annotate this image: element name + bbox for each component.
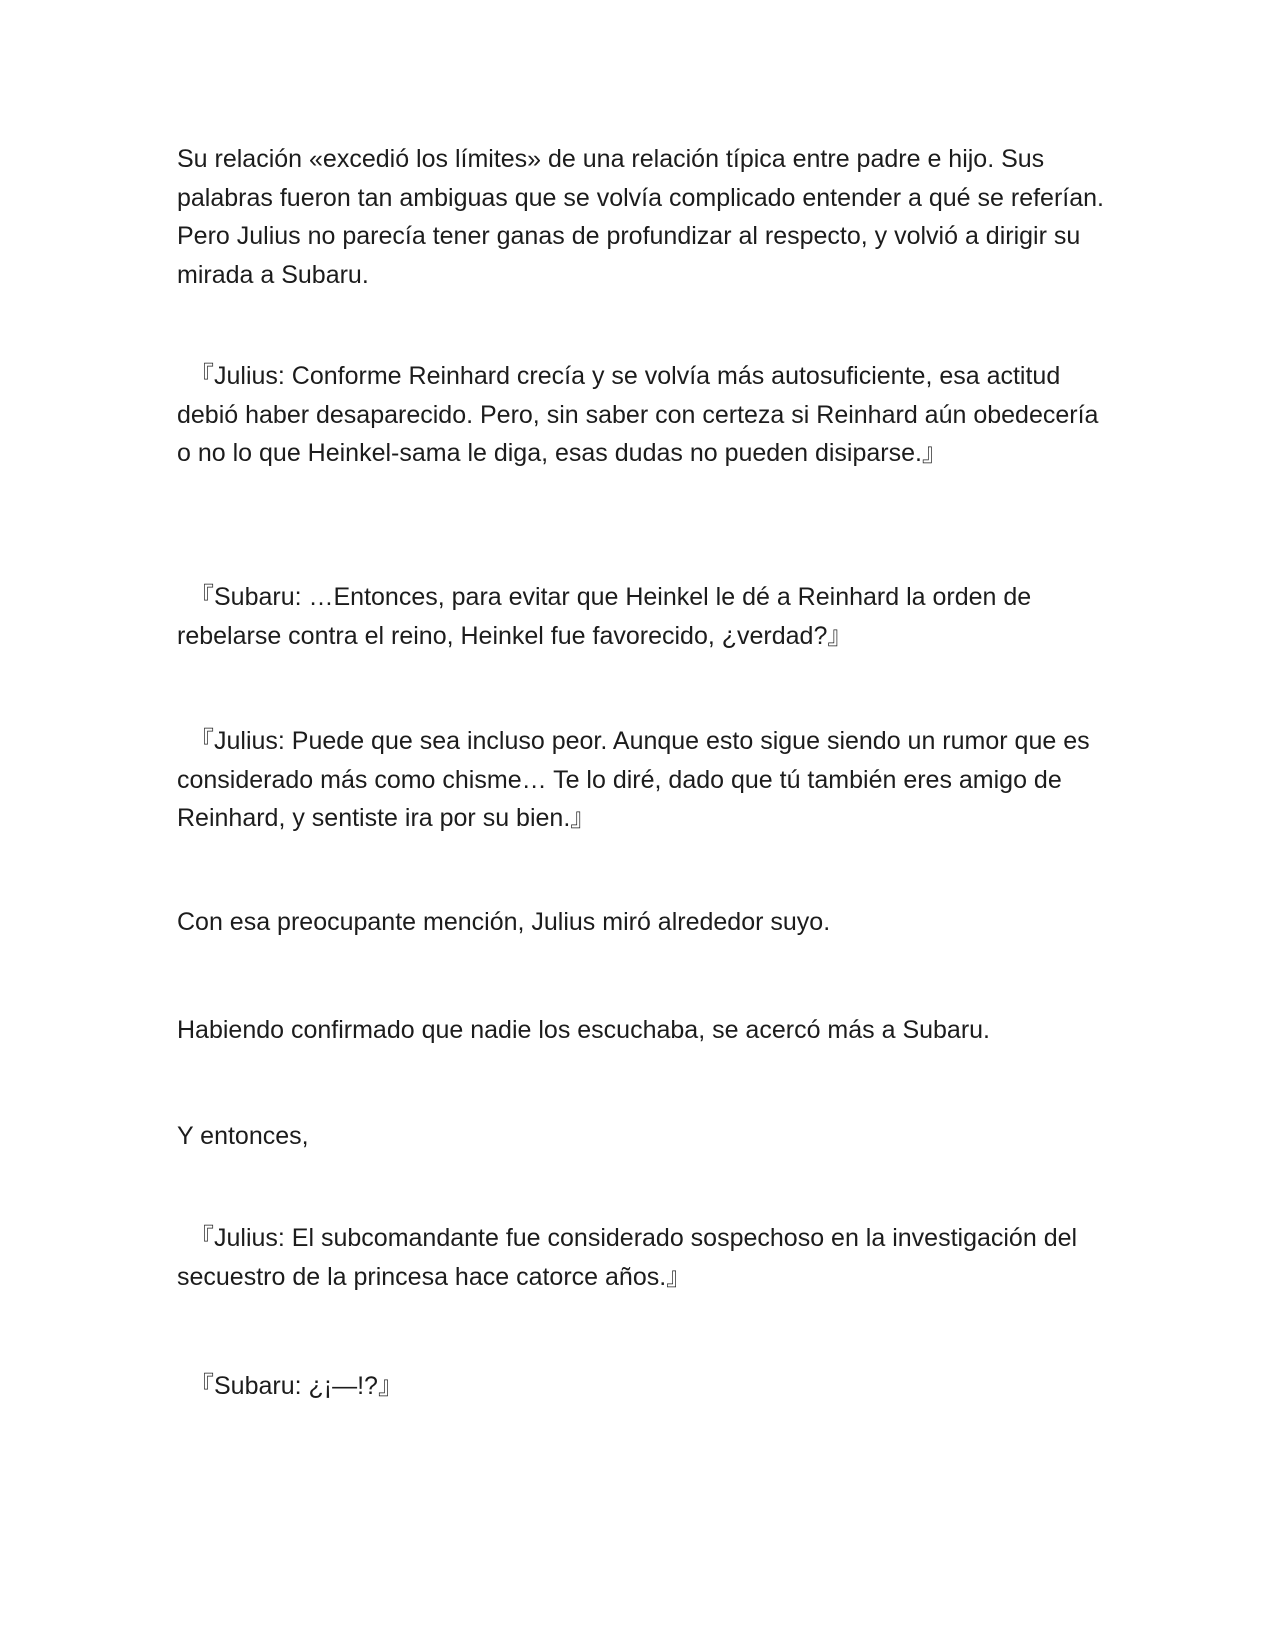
paragraph-narration: Con esa preocupante mención, Julius miró alrededor suyo. [177,908,831,936]
paragraph-dialogue-julius: 『Julius: Conforme Reinhard crecía y se volvía más autosuficiente, esa actitud debió haber desaparecido. Pero, sin saber con certeza si Reinhard aún obedecería o no lo que Heinkel-sama le diga, esas dudas no pueden disiparse.』 [177,362,1099,467]
paragraph-narration: Y entonces, [177,1122,309,1150]
paragraph-narration: Habiendo confirmado que nadie los escuchaba, se acercó más a Subaru. [177,1016,991,1044]
paragraph-dialogue-julius: 『Julius: El subcomandante fue considerado sospechoso en la investigación del secuestro de la princesa hace catorce años.』 [177,1224,1078,1291]
paragraph-dialogue-subaru: 『Subaru: …Entonces, para evitar que Heinkel le dé a Reinhard la orden de rebelarse contra el reino, Heinkel fue favorecido, ¿verdad?』 [177,583,1032,650]
paragraph-dialogue-subaru: 『Subaru: ¿¡—!?』 [189,1372,403,1400]
paragraph-narration: Su relación «excedió los límites» de una relación típica entre padre e hijo. Sus palabras fueron tan ambiguas que se volvía complicado entender a qué se referían. Pero Julius no parecía tener ganas de profundizar al respecto, y volvió a dirigir su mirada a Subaru. [177,145,1104,289]
paragraph-dialogue-julius: 『Julius: Puede que sea incluso peor. Aunque esto sigue siendo un rumor que es considerado más como chisme… Te lo diré, dado que tú también eres amigo de Reinhard, y sentiste ira por su bien.』 [177,727,1090,832]
